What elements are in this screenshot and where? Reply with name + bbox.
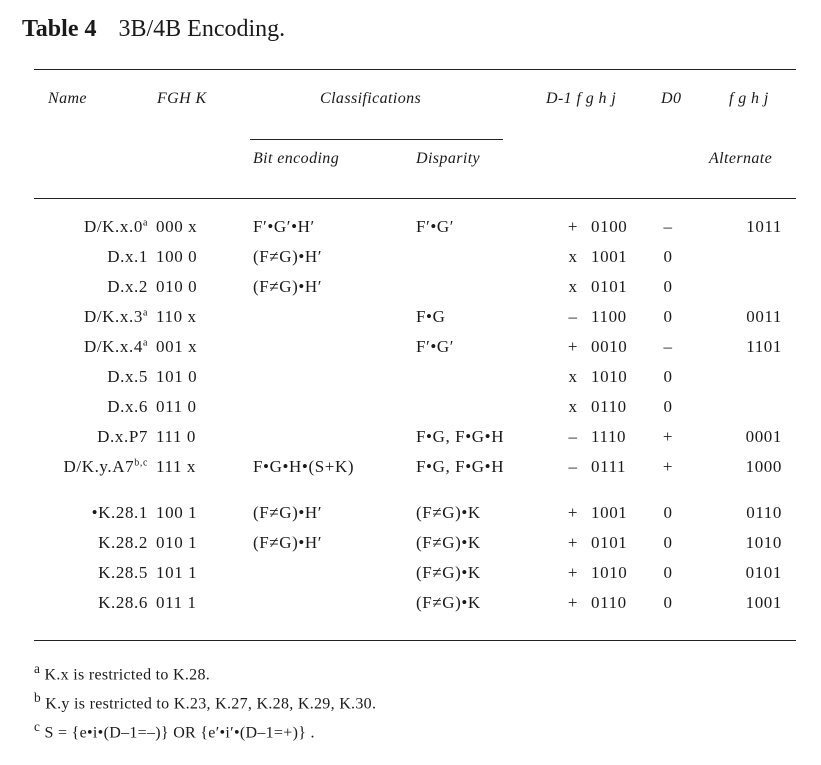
row-name: D.x.6 (107, 397, 148, 416)
row-d-minus-1: + (567, 337, 579, 356)
table-row (0, 397, 821, 427)
row-fghk: 010 1 (156, 533, 198, 552)
row-name: D/K.x.0$^a$ (83, 217, 148, 236)
table-row (0, 533, 821, 563)
row-disparity: (F≠G)•K (416, 533, 481, 552)
footnote: $^c$ S = {e•i•(D–1=–)} OR {e′•i′•(D–1=+)} . (34, 719, 315, 742)
row-fghk: 010 0 (156, 277, 198, 296)
table-label: Table 4 (22, 16, 97, 42)
table-row (0, 457, 821, 487)
row-d-minus-1: + (567, 563, 579, 582)
row-alternate: 0110 (746, 503, 782, 522)
row-bit-encoding: F•G•H•(S+K) (253, 457, 355, 476)
row-alternate: 1000 (745, 457, 782, 476)
row-d0: 0 (663, 277, 673, 296)
row-d0: 0 (663, 247, 673, 266)
row-d-minus-1: + (567, 217, 579, 236)
row-fghk: 101 1 (156, 563, 198, 582)
row-disparity: (F≠G)•K (416, 503, 481, 522)
row-bit-encoding: (F≠G)•H′ (253, 247, 323, 266)
row-alternate: 1011 (746, 217, 782, 236)
table-row (0, 563, 821, 593)
row-fghk: 111 0 (156, 427, 196, 446)
row-d-minus-1: x (568, 397, 578, 416)
row-fghk: 111 x (156, 457, 196, 476)
row-d-minus-1: x (568, 247, 578, 266)
row-d-minus-1: x (568, 367, 578, 386)
header-disparity: Disparity (416, 150, 481, 167)
classifications-rule (250, 139, 503, 140)
header-name: Name (48, 90, 87, 107)
row-bit-encoding: (F≠G)•H′ (253, 277, 323, 296)
row-fghj: 0101 (591, 533, 628, 552)
row-d0: 0 (663, 503, 673, 522)
row-disparity: F′•G′ (416, 217, 455, 236)
header-alternate: Alternate (709, 150, 773, 167)
row-d0: 0 (663, 563, 673, 582)
row-alternate: 0001 (745, 427, 782, 446)
row-fghk: 101 0 (156, 367, 198, 386)
table-row (0, 593, 821, 623)
row-disparity: F•G, F•G•H (416, 427, 505, 446)
table-row (0, 247, 821, 277)
header-fghk: FGH K (157, 90, 207, 107)
row-d0: + (662, 427, 674, 446)
row-name: D.x.2 (107, 277, 148, 296)
table-row (0, 307, 821, 337)
row-d0: 0 (663, 593, 673, 612)
row-name: D/K.x.4$^a$ (83, 337, 148, 356)
row-name: K.28.6 (98, 593, 148, 612)
row-fghj: 0100 (591, 217, 628, 236)
table-title (22, 16, 285, 43)
row-d-minus-1: – (568, 307, 578, 326)
row-fghj: 1010 (591, 563, 628, 582)
row-bit-encoding: F′•G′•H′ (253, 217, 315, 236)
row-fghk: 100 0 (156, 247, 198, 266)
row-fghj: 0110 (591, 593, 627, 612)
row-fghk: 011 1 (156, 593, 197, 612)
row-d-minus-1: + (567, 503, 579, 522)
row-name: K.28.2 (98, 533, 148, 552)
row-d0: 0 (663, 367, 673, 386)
row-fghj: 1110 (591, 427, 627, 446)
table-row (0, 337, 821, 367)
table-row (0, 367, 821, 397)
row-fghj: 0101 (591, 277, 628, 296)
row-fghj: 1100 (591, 307, 627, 326)
footnote: $^b$ K.y is restricted to K.23, K.27, K.28, K.29, K.30. (34, 690, 377, 713)
row-d-minus-1: x (568, 277, 578, 296)
row-disparity: (F≠G)•K (416, 563, 481, 582)
header-classifications: Classifications (320, 90, 422, 107)
row-fghk: 011 0 (156, 397, 197, 416)
row-name: D.x.P7 (97, 427, 148, 446)
row-d-minus-1: + (567, 533, 579, 552)
row-d0: 0 (663, 307, 673, 326)
header-fghj-alt: f g h j (729, 90, 769, 107)
row-fghk: 001 x (156, 337, 198, 356)
table-row (0, 427, 821, 457)
row-alternate: 1001 (745, 593, 782, 612)
row-disparity: F′•G′ (416, 337, 455, 356)
row-name: K.28.5 (98, 563, 148, 582)
row-alternate: 0101 (745, 563, 782, 582)
row-d-minus-1: + (567, 593, 579, 612)
row-fghj: 1001 (591, 503, 628, 522)
row-name: D.x.1 (107, 247, 148, 266)
header-d0: D0 (661, 90, 682, 107)
row-bit-encoding: (F≠G)•H′ (253, 533, 323, 552)
row-bit-encoding: (F≠G)•H′ (253, 503, 323, 522)
row-name: •K.28.1 (91, 503, 148, 522)
row-d0: – (663, 337, 673, 356)
table-row (0, 217, 821, 247)
row-fghj: 1010 (591, 367, 628, 386)
row-fghk: 110 x (156, 307, 197, 326)
header-rule (34, 198, 796, 199)
row-name: D/K.y.A7$^{b,c}$ (63, 457, 148, 476)
row-alternate: 1101 (746, 337, 782, 356)
row-d0: 0 (663, 397, 673, 416)
row-disparity: F•G (416, 307, 446, 326)
row-fghj: 0010 (591, 337, 628, 356)
row-name: D.x.5 (107, 367, 148, 386)
row-d-minus-1: – (568, 427, 578, 446)
bottom-rule (34, 640, 796, 641)
row-fghj: 0110 (591, 397, 627, 416)
header-dm1-fghj: D-1 f g h j (546, 90, 617, 107)
table-row (0, 277, 821, 307)
row-disparity: F•G, F•G•H (416, 457, 505, 476)
row-fghk: 100 1 (156, 503, 198, 522)
row-name: D/K.x.3$^a$ (83, 307, 148, 326)
table-caption: 3B/4B Encoding. (118, 16, 286, 42)
table-row (0, 503, 821, 533)
row-disparity: (F≠G)•K (416, 593, 481, 612)
row-alternate: 0011 (746, 307, 782, 326)
footnote: $^a$ K.x is restricted to K.28. (34, 661, 211, 684)
header-bit-encoding: Bit encoding (253, 150, 340, 167)
row-fghj: 0111 (591, 457, 627, 476)
top-rule (34, 69, 796, 70)
row-d0: 0 (663, 533, 673, 552)
row-fghk: 000 x (156, 217, 198, 236)
row-d0: – (663, 217, 673, 236)
row-fghj: 1001 (591, 247, 628, 266)
row-alternate: 1010 (745, 533, 782, 552)
row-d-minus-1: – (568, 457, 578, 476)
row-d0: + (662, 457, 674, 476)
